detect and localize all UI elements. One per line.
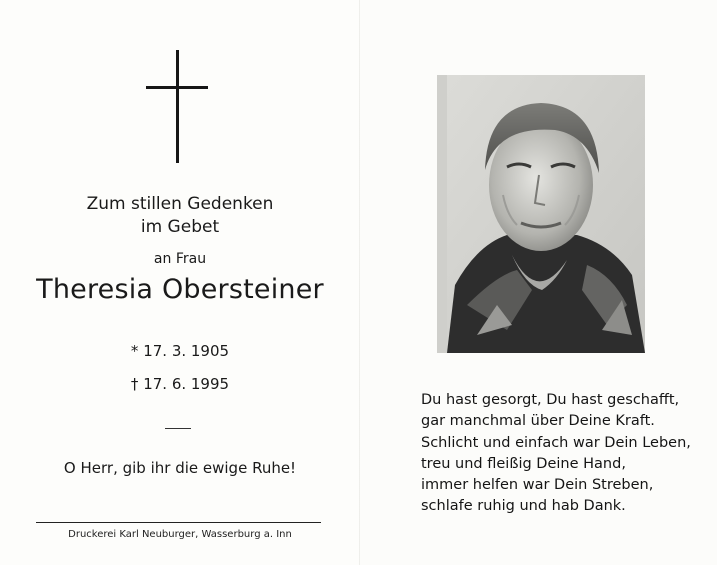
heading-line-2: im Gebet [140, 217, 220, 237]
poem-line: gar manchmal über Deine Kraft. [421, 413, 655, 430]
memorial-poem [421, 390, 691, 518]
birth-date: * 17. 3. 1905 [130, 342, 230, 360]
printer-credit: Druckerei Karl Neuburger, Wasserburg a. Inn [68, 529, 292, 540]
deceased-name: Theresia Obersteiner [36, 274, 324, 305]
poem-line: schlafe ruhig und hab Dank. [421, 498, 626, 515]
poem-line: Schlicht und einfach war Dein Leben, [421, 434, 691, 451]
portrait-image [437, 75, 645, 353]
death-date: † 17. 6. 1995 [130, 375, 230, 393]
portrait-photo [437, 75, 645, 353]
poem-line: Du hast gesorgt, Du hast geschafft, [421, 392, 680, 408]
footer-rule [36, 522, 321, 523]
poem-line: treu und fleißig Deine Hand, [421, 455, 626, 472]
divider-dash [165, 428, 191, 429]
heading-line-1: Zum stillen Gedenken [86, 194, 274, 214]
prayer-text: O Herr, gib ihr die ewige Ruhe! [63, 459, 297, 477]
memorial-heading [0, 193, 360, 239]
salutation: an Frau [153, 251, 207, 267]
poem-line: immer helfen war Dein Streben, [421, 477, 654, 494]
